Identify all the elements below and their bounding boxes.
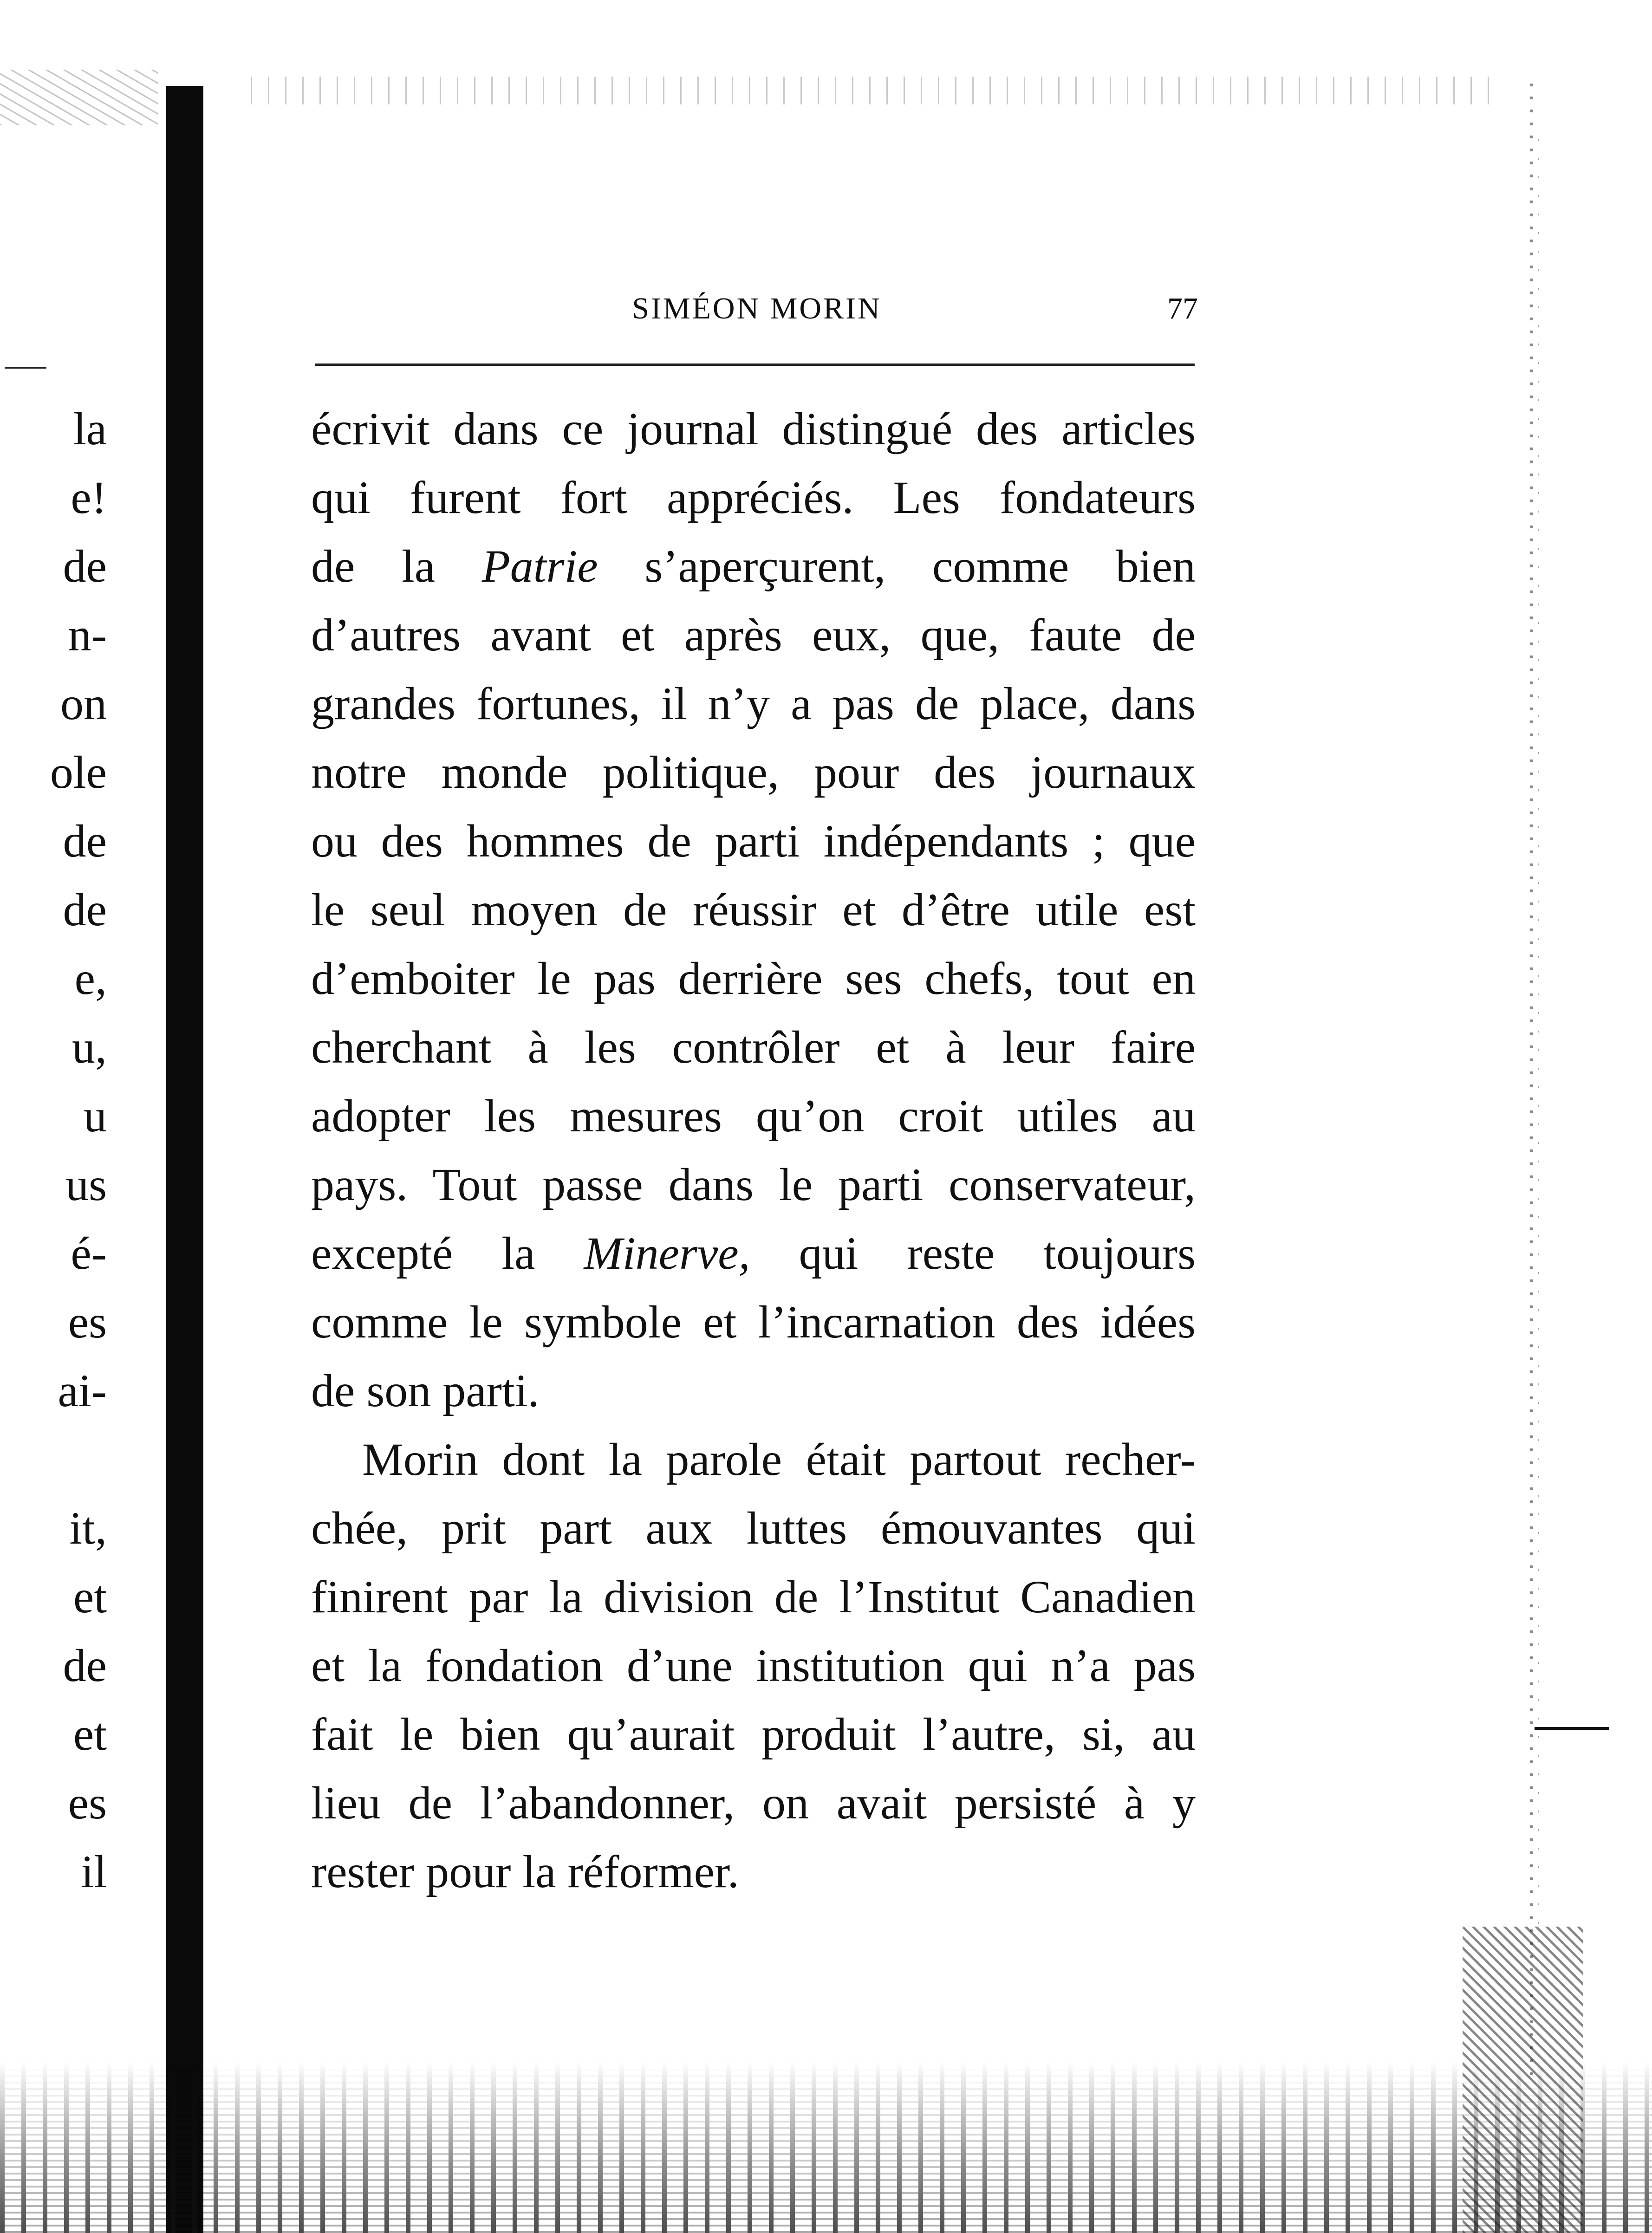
fragment: on <box>60 678 107 729</box>
fragment: u, <box>72 1021 107 1073</box>
text-line: qui furent fort appréciés. Les fondateurs <box>311 472 1196 523</box>
header-rule <box>315 364 1195 366</box>
paragraph <box>311 1425 1196 1906</box>
text-line: d’autres avant et après eux, que, faute de <box>311 609 1196 661</box>
facing-page-rule <box>5 367 46 369</box>
fragment: de <box>63 815 107 867</box>
scan-noise-top-left <box>0 70 158 125</box>
fragment: et <box>73 1571 107 1623</box>
page-edge-right <box>1530 84 1533 2080</box>
scan-mark-right <box>1535 1727 1609 1730</box>
text-line: chée, prit part aux luttes émouvantes qui <box>311 1502 1196 1554</box>
text-line: et la fondation d’une institution qui n’a pas <box>311 1640 1196 1691</box>
facing-page-fragments <box>0 395 107 1906</box>
text-line: de son parti. <box>311 1365 540 1416</box>
text-line: d’emboiter le pas derrière ses chefs, tout en <box>311 953 1196 1004</box>
fragment: n- <box>68 609 107 661</box>
text-line: cherchant à les contrôler et à leur faire <box>311 1021 1196 1073</box>
text-line: finirent par la division de l’Institut Canadien <box>311 1571 1196 1623</box>
fragment: il <box>81 1846 107 1897</box>
fragment: it, <box>69 1502 107 1554</box>
fragment: u <box>84 1090 107 1142</box>
fragment: é- <box>71 1227 107 1279</box>
running-head-title: SIMÉON MORIN <box>632 292 882 325</box>
page-number: 77 <box>1167 292 1198 325</box>
fragment: de <box>63 884 107 935</box>
text-line: comme le symbole et l’incarnation des idées <box>311 1296 1196 1348</box>
text-line: lieu de l’abandonner, on avait persisté à y <box>311 1777 1196 1829</box>
text-line: rester pour la réformer. <box>311 1846 739 1897</box>
journal-title: Patrie <box>481 540 598 592</box>
fragment: es <box>68 1296 107 1348</box>
text-line: ou des hommes de parti indépendants ; que <box>311 815 1196 867</box>
fragment: et <box>73 1708 107 1760</box>
fragment: de <box>63 1640 107 1691</box>
text-line: pays. Tout passe dans le parti conservateur, <box>311 1159 1196 1210</box>
text-line: Morin dont la parole était partout recher- <box>362 1434 1196 1485</box>
fragment: de <box>63 540 107 592</box>
body-text <box>311 395 1196 1906</box>
fragment: us <box>65 1159 107 1210</box>
text-line: notre monde politique, pour des journaux <box>311 746 1196 798</box>
fragment: e! <box>71 472 107 523</box>
fragment: la <box>73 403 107 454</box>
page-edge-right-inner <box>1538 139 1539 1950</box>
text-line: excepté la Minerve, qui reste toujours <box>311 1227 1196 1279</box>
text-line: écrivit dans ce journal distingué des articles <box>311 403 1196 454</box>
scan-noise-bottom-right <box>1463 1927 1583 2233</box>
journal-title: Minerve, <box>584 1227 750 1279</box>
fragment: ai- <box>58 1365 107 1416</box>
scan-noise-bottom <box>0 2061 1652 2233</box>
fragment: e, <box>74 953 107 1004</box>
text-line: le seul moyen de réussir et d’être utile est <box>311 884 1196 935</box>
text-line: de la Patrie s’aperçurent, comme bien <box>311 540 1196 592</box>
fragment: ole <box>50 746 107 798</box>
fragment: es <box>68 1777 107 1829</box>
paragraph <box>311 395 1196 1425</box>
text-line: fait le bien qu’aurait produit l’autre, si, au <box>311 1708 1196 1760</box>
scan-noise-top <box>251 77 1504 104</box>
book-gutter-shadow <box>166 86 203 2233</box>
running-head <box>316 288 1198 330</box>
text-line: adopter les mesures qu’on croit utiles au <box>311 1090 1196 1142</box>
text-line: grandes fortunes, il n’y a pas de place, dans <box>311 678 1196 729</box>
fragment <box>0 1425 107 1494</box>
